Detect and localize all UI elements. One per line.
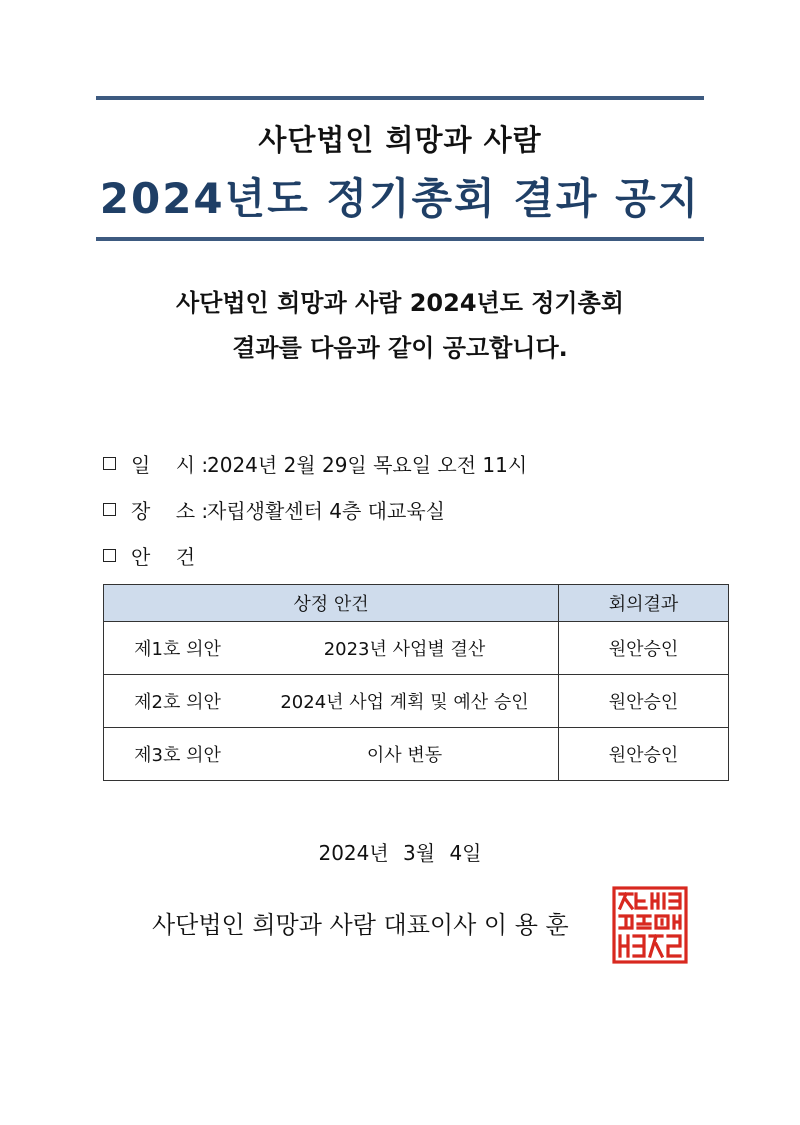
official-seal-icon (612, 886, 688, 964)
agenda-number: 제3호 의안 (104, 728, 252, 781)
info-row-place (103, 495, 445, 524)
agenda-item: 이사 변동 (251, 728, 559, 781)
intro-line-2: 결과를 다음과 같이 공고합니다. (232, 334, 568, 362)
info-value: 2024년 2월 29일 목요일 오전 11시 (207, 453, 528, 477)
table-row (104, 675, 729, 728)
agenda-table (103, 584, 729, 781)
agenda-number: 제1호 의안 (104, 622, 252, 675)
info-label: 안 건 (131, 545, 196, 569)
header-agenda: 상정 안건 (104, 585, 559, 622)
table-row (104, 728, 729, 781)
notice-date: 2024년 3월 4일 (318, 841, 482, 865)
page-title: 2024년도 정기총회 결과 공지 (99, 174, 701, 223)
checkbox-square-icon (103, 457, 116, 470)
header-result: 회의결과 (559, 585, 729, 622)
info-row-agenda (103, 541, 203, 570)
info-value: 자립생활센터 4층 대교육실 (207, 499, 445, 523)
info-label: 장 소 : (131, 499, 209, 523)
table-row (104, 622, 729, 675)
signer-line: 사단법인 희망과 사람 대표이사 이 용 훈 (152, 911, 569, 939)
agenda-item: 2023년 사업별 결산 (251, 622, 559, 675)
info-label: 일 시 : (131, 453, 209, 477)
intro-line-1: 사단법인 희망과 사람 2024년도 정기총회 (176, 289, 624, 317)
agenda-result: 원안승인 (559, 675, 729, 728)
organization-name: 사단법인 희망과 사람 (258, 123, 542, 157)
agenda-result: 원안승인 (559, 622, 729, 675)
table-header-row (104, 585, 729, 622)
checkbox-square-icon (103, 503, 116, 516)
agenda-item: 2024년 사업 계획 및 예산 승인 (251, 675, 559, 728)
info-row-datetime (103, 449, 527, 478)
top-rule (96, 96, 704, 100)
agenda-number: 제2호 의안 (104, 675, 252, 728)
bottom-rule (96, 237, 704, 241)
checkbox-square-icon (103, 549, 116, 562)
agenda-result: 원안승인 (559, 728, 729, 781)
